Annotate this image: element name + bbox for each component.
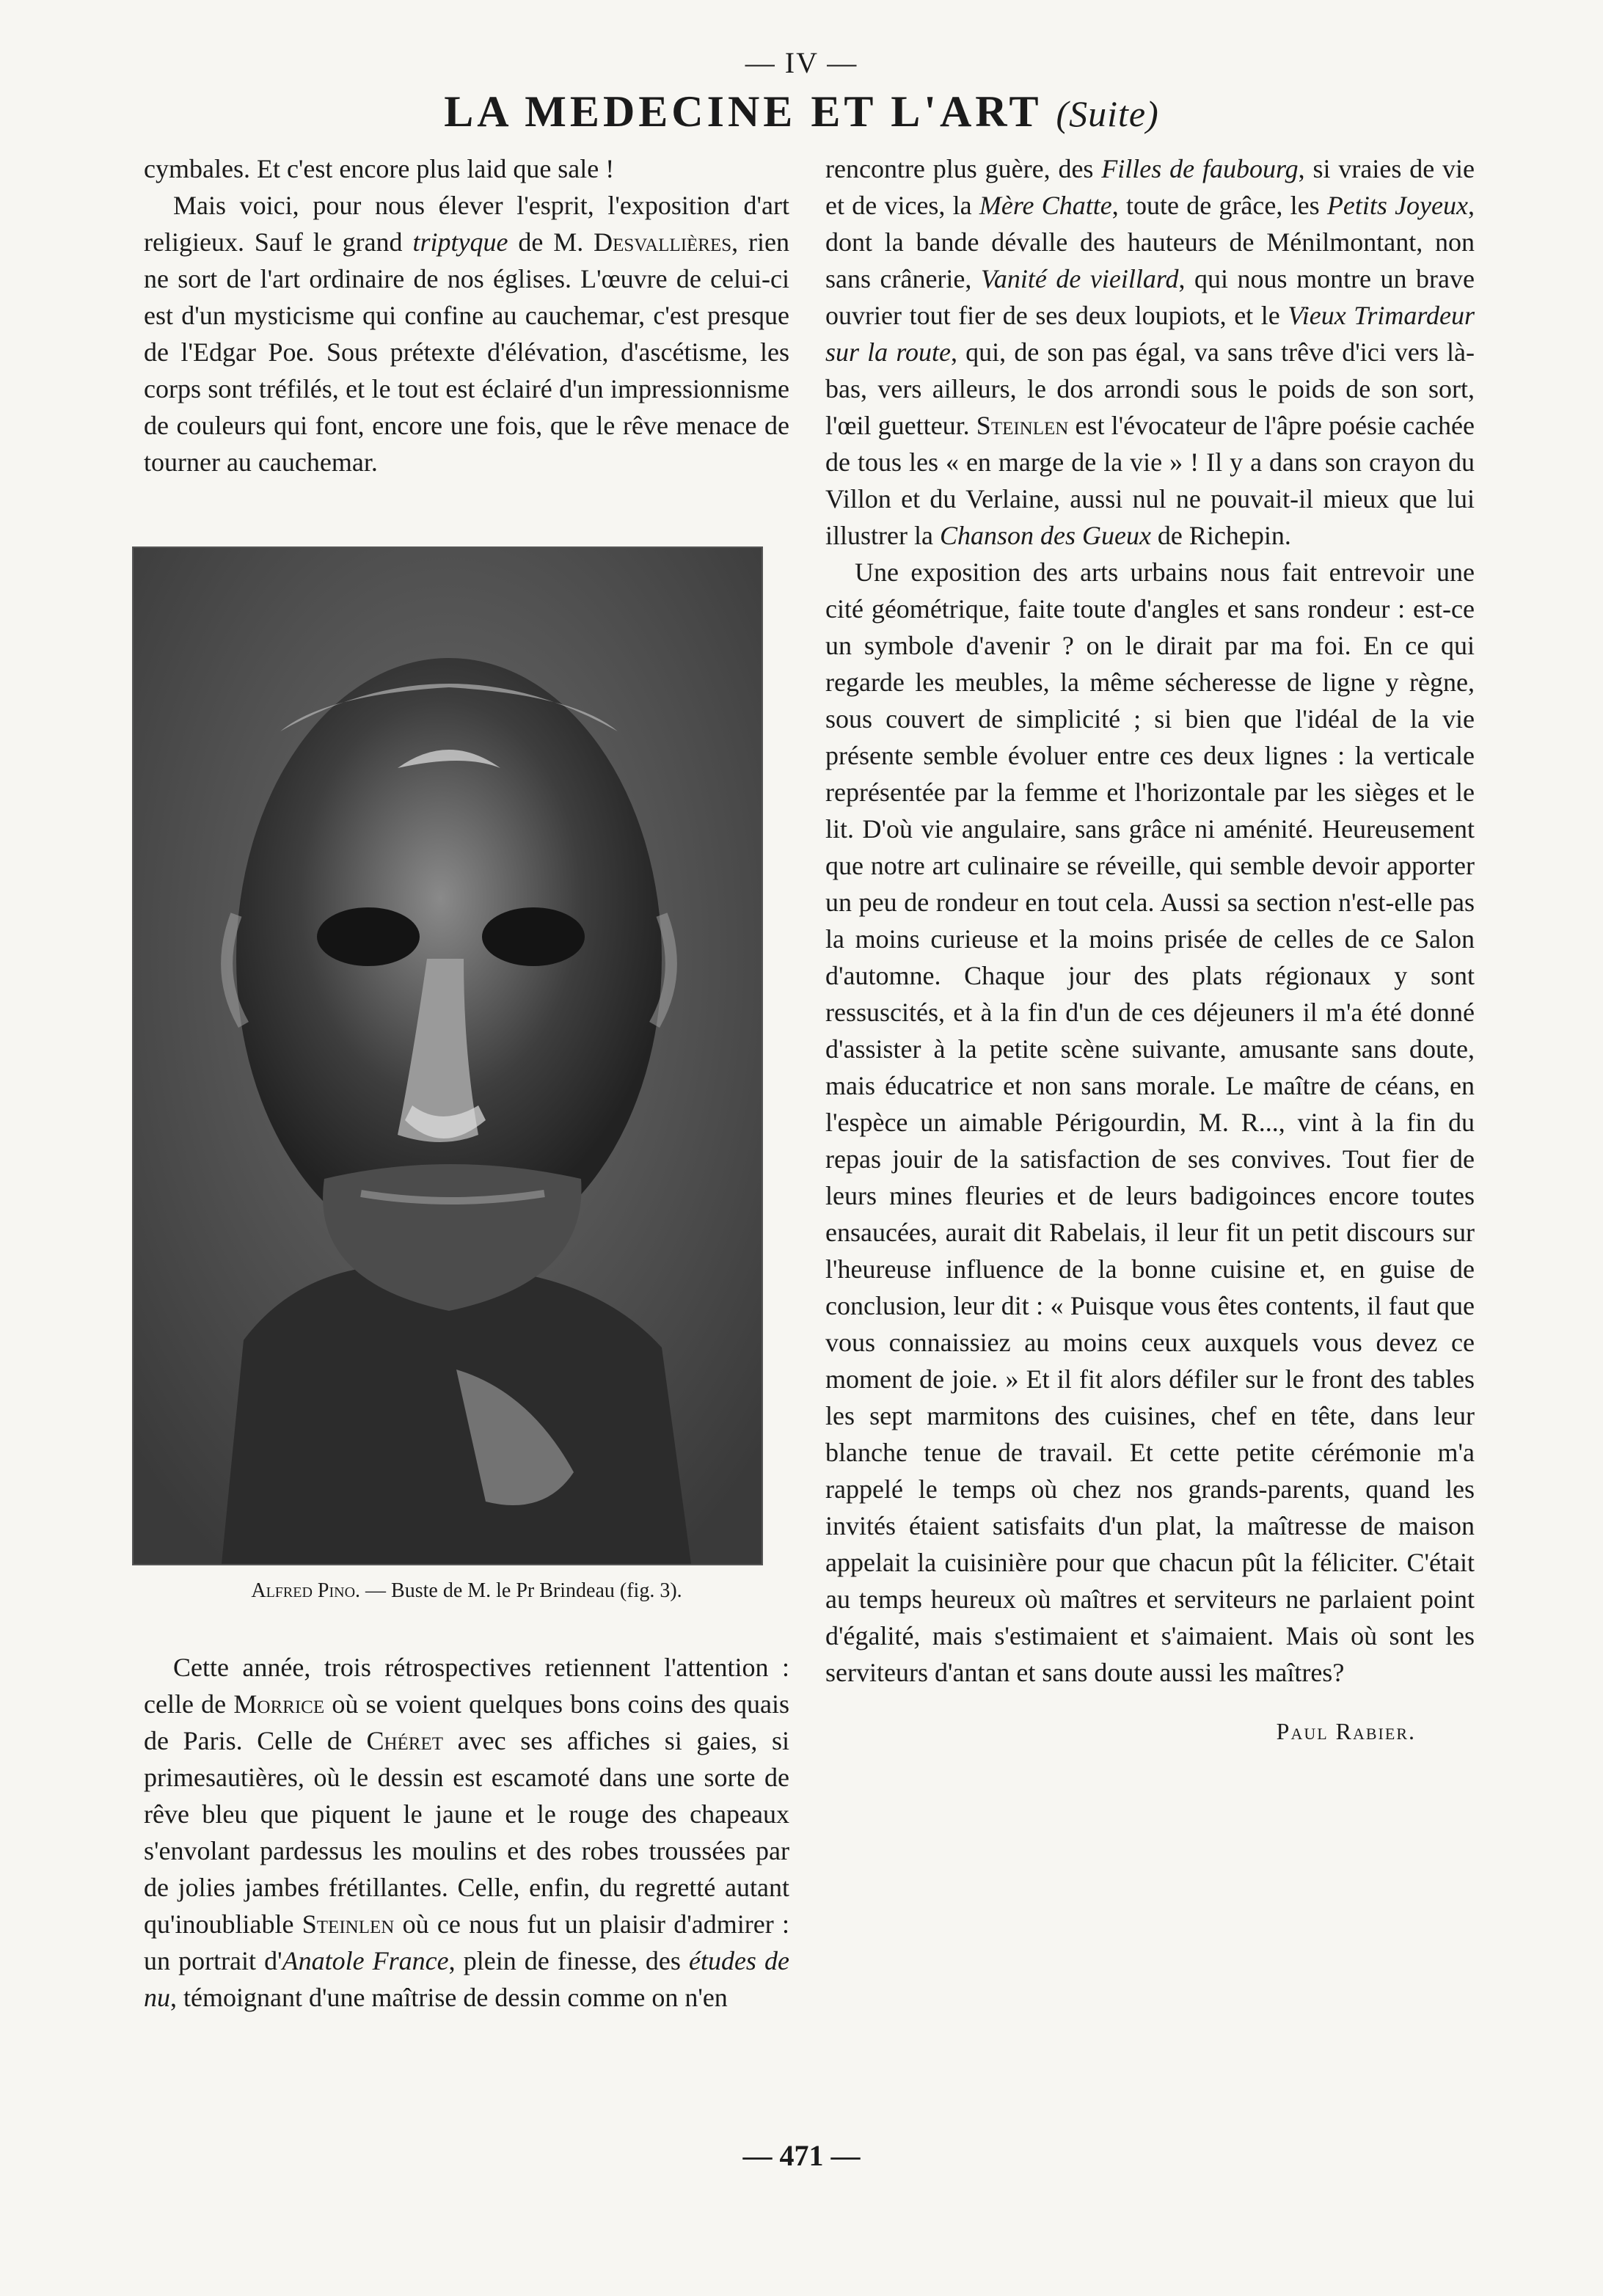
paragraph	[144, 1649, 789, 2016]
bust-illustration	[134, 548, 762, 1564]
italic-run: Anatole France	[282, 1946, 449, 1975]
italic-run: Filles de faubourg	[1101, 154, 1299, 183]
text-run: de Richepin.	[1150, 521, 1291, 550]
artist-name: Steinlen	[976, 411, 1069, 440]
title-text: LA MEDECINE ET L'ART	[444, 87, 1042, 136]
text-run: avec ses affiches si gaies, si primesautières, où le dessin est escamoté dans une sorte de rêve bleu que piquent le jaune et le rouge des chapeaux s'envolant pardessus les moulins et des robes troussées par de jolies jambes frétillantes. Celle, enfin, du regretté autant qu'inoubliable	[144, 1726, 789, 1939]
artist-name: Desvallières	[594, 227, 732, 257]
author-signature: Paul Rabier.	[1276, 1718, 1416, 1744]
page-number: — 471 —	[742, 2139, 861, 2172]
right-column	[825, 150, 1475, 1750]
text-run: de M.	[508, 227, 594, 257]
left-column	[144, 150, 789, 2016]
text-run: où ce nous fut un plaisir d'admirer : un portrait d'	[144, 1909, 789, 1975]
page-title	[0, 87, 1603, 137]
caption-author: Alfred Pino.	[251, 1579, 361, 1602]
paragraph: cymbales. Et c'est encore plus laid que sale !	[144, 154, 615, 183]
paragraph: Une exposition des arts urbains nous fait entrevoir une cité géométrique, faite toute d'angles et sans rondeur : est-ce un symbole d'avenir ? on le dirait par ma foi. En ce qui regarde les meubles, la même sécheresse de ligne y règne, sous couvert de simplicité ; si bien que l'idéal de la vie présente semble évoluer entre ces deux lignes : la verticale représentée par la femme et l'horizontale par les sièges et le lit. D'où vie angulaire, sans grâce ni aménité. Heureusement que notre art culinaire se réveille, qui semble devoir apporter un peu de rondeur en tout cela. Aussi sa section n'est-elle pas la moins curieuse et la moins prisée de celles de ce Salon d'automne. Chaque jour des plats régionaux y sont ressuscités, et à la fin d'un de ces déjeuners il m'a été donné d'assister à la petite scène suivante, amusante sans doute, mais éducatrice et non sans morale. Le maître de céans, en l'espèce un aimable Périgourdin, M. R..., vint à la fin du repas jouir de la satisfaction de ses convives. Tout fier de leurs mines fleuries et de leurs badigoinces encore toutes ensaucées, aurait dit Rabelais, il leur fit un petit discours sur l'heureuse influence de la bonne cuisine et, en guise de conclusion, leur dit : « Puisque vous êtes contents, il faut que vous connaissiez au moins ceux auxquels vous devez ce moment de joie. » Et il fit alors défiler sur le front des tables les sept marmitons des cuisines, chef en tête, dans leur blanche tenue de travail. Et cette petite cérémonie m'a rappelé le temps où chez nos grands-parents, quand les invités étaient satisfaits d'un plat, la maîtresse de maison appelait la cuisinière pour que chacun pût la féliciter. C'était au temps heureux où maîtres et serviteurs ne parlaient point d'égalité, mais s'estimaient et s'aimaient. Mais où sont les serviteurs d'antan et sans doute aussi les maîtres?	[825, 557, 1475, 1687]
text-run: rencontre plus guère, des	[825, 154, 1102, 183]
top-page-number: — IV —	[745, 46, 858, 79]
italic-run: Mère Chatte	[979, 191, 1112, 220]
artist-name: Morrice	[233, 1689, 325, 1719]
italic-run: Petits Joyeux	[1326, 191, 1468, 220]
artist-name: Steinlen	[302, 1909, 395, 1939]
italic-run: triptyque	[412, 227, 508, 257]
bust-photograph	[132, 546, 763, 1565]
text-run: , qui nous montre un brave ouvrier tout fier de ses deux loupiots, et le	[825, 264, 1475, 330]
italic-run: Vanité de vieillard	[980, 264, 1179, 293]
text-run: , dont la bande dévalle des hauteurs de Ménilmontant, non sans crânerie,	[825, 191, 1475, 293]
italic-run: Chanson des Gueux	[939, 521, 1151, 550]
text-run: où se voient quelques bons coins des quais de Paris. Celle de	[144, 1689, 790, 1755]
text-run: est l'évocateur de l'âpre poésie cachée de tous les « en marge de la vie » ! Il y a dans son crayon du Villon et du Verlaine, aussi nul ne pouvait-il mieux que lui illustrer la	[825, 411, 1475, 550]
text-run: , témoignant d'une maîtrise de dessin comme on n'en	[170, 1983, 728, 2012]
italic-run: Vieux Trimardeur sur la route	[825, 301, 1475, 367]
paragraph	[144, 187, 789, 480]
artist-name: Chéret	[366, 1726, 444, 1755]
paragraph	[825, 150, 1475, 554]
text-run: Cette année, trois rétrospectives retiennent l'attention : celle de	[144, 1653, 789, 1719]
text-run: , qui, de son pas égal, va sans trêve d'ici vers là-bas, vers ailleurs, le dos arrondi sous le poids de son sort, l'œil guetteur.	[825, 337, 1475, 440]
text-run: , rien ne sort de l'art ordinaire de nos églises. L'œuvre de celui-ci est d'un mysticisme qui confine au cauchemar, c'est presque de l'Edgar Poe. Sous prétexte d'élévation, d'ascétisme, les corps sont tréfilés, et le tout est éclairé d'un impressionnisme de couleurs qui font, encore une fois, que le rêve menace de tourner au cauchemar.	[144, 227, 789, 477]
text-run: Mais voici, pour nous élever l'esprit, l'exposition d'art religieux. Sauf le grand	[144, 191, 789, 257]
text-run: , toute de grâce, les	[1111, 191, 1327, 220]
title-suffix: (Suite)	[1056, 93, 1159, 134]
figure-caption	[144, 1577, 789, 1605]
italic-run: études de nu	[144, 1946, 789, 2012]
caption-text: — Buste de M. le Pr Brindeau (fig. 3).	[360, 1579, 682, 1602]
text-run: , plein de finesse, des	[448, 1946, 689, 1975]
text-run: , si vraies de vie et de vices, la	[825, 154, 1475, 220]
